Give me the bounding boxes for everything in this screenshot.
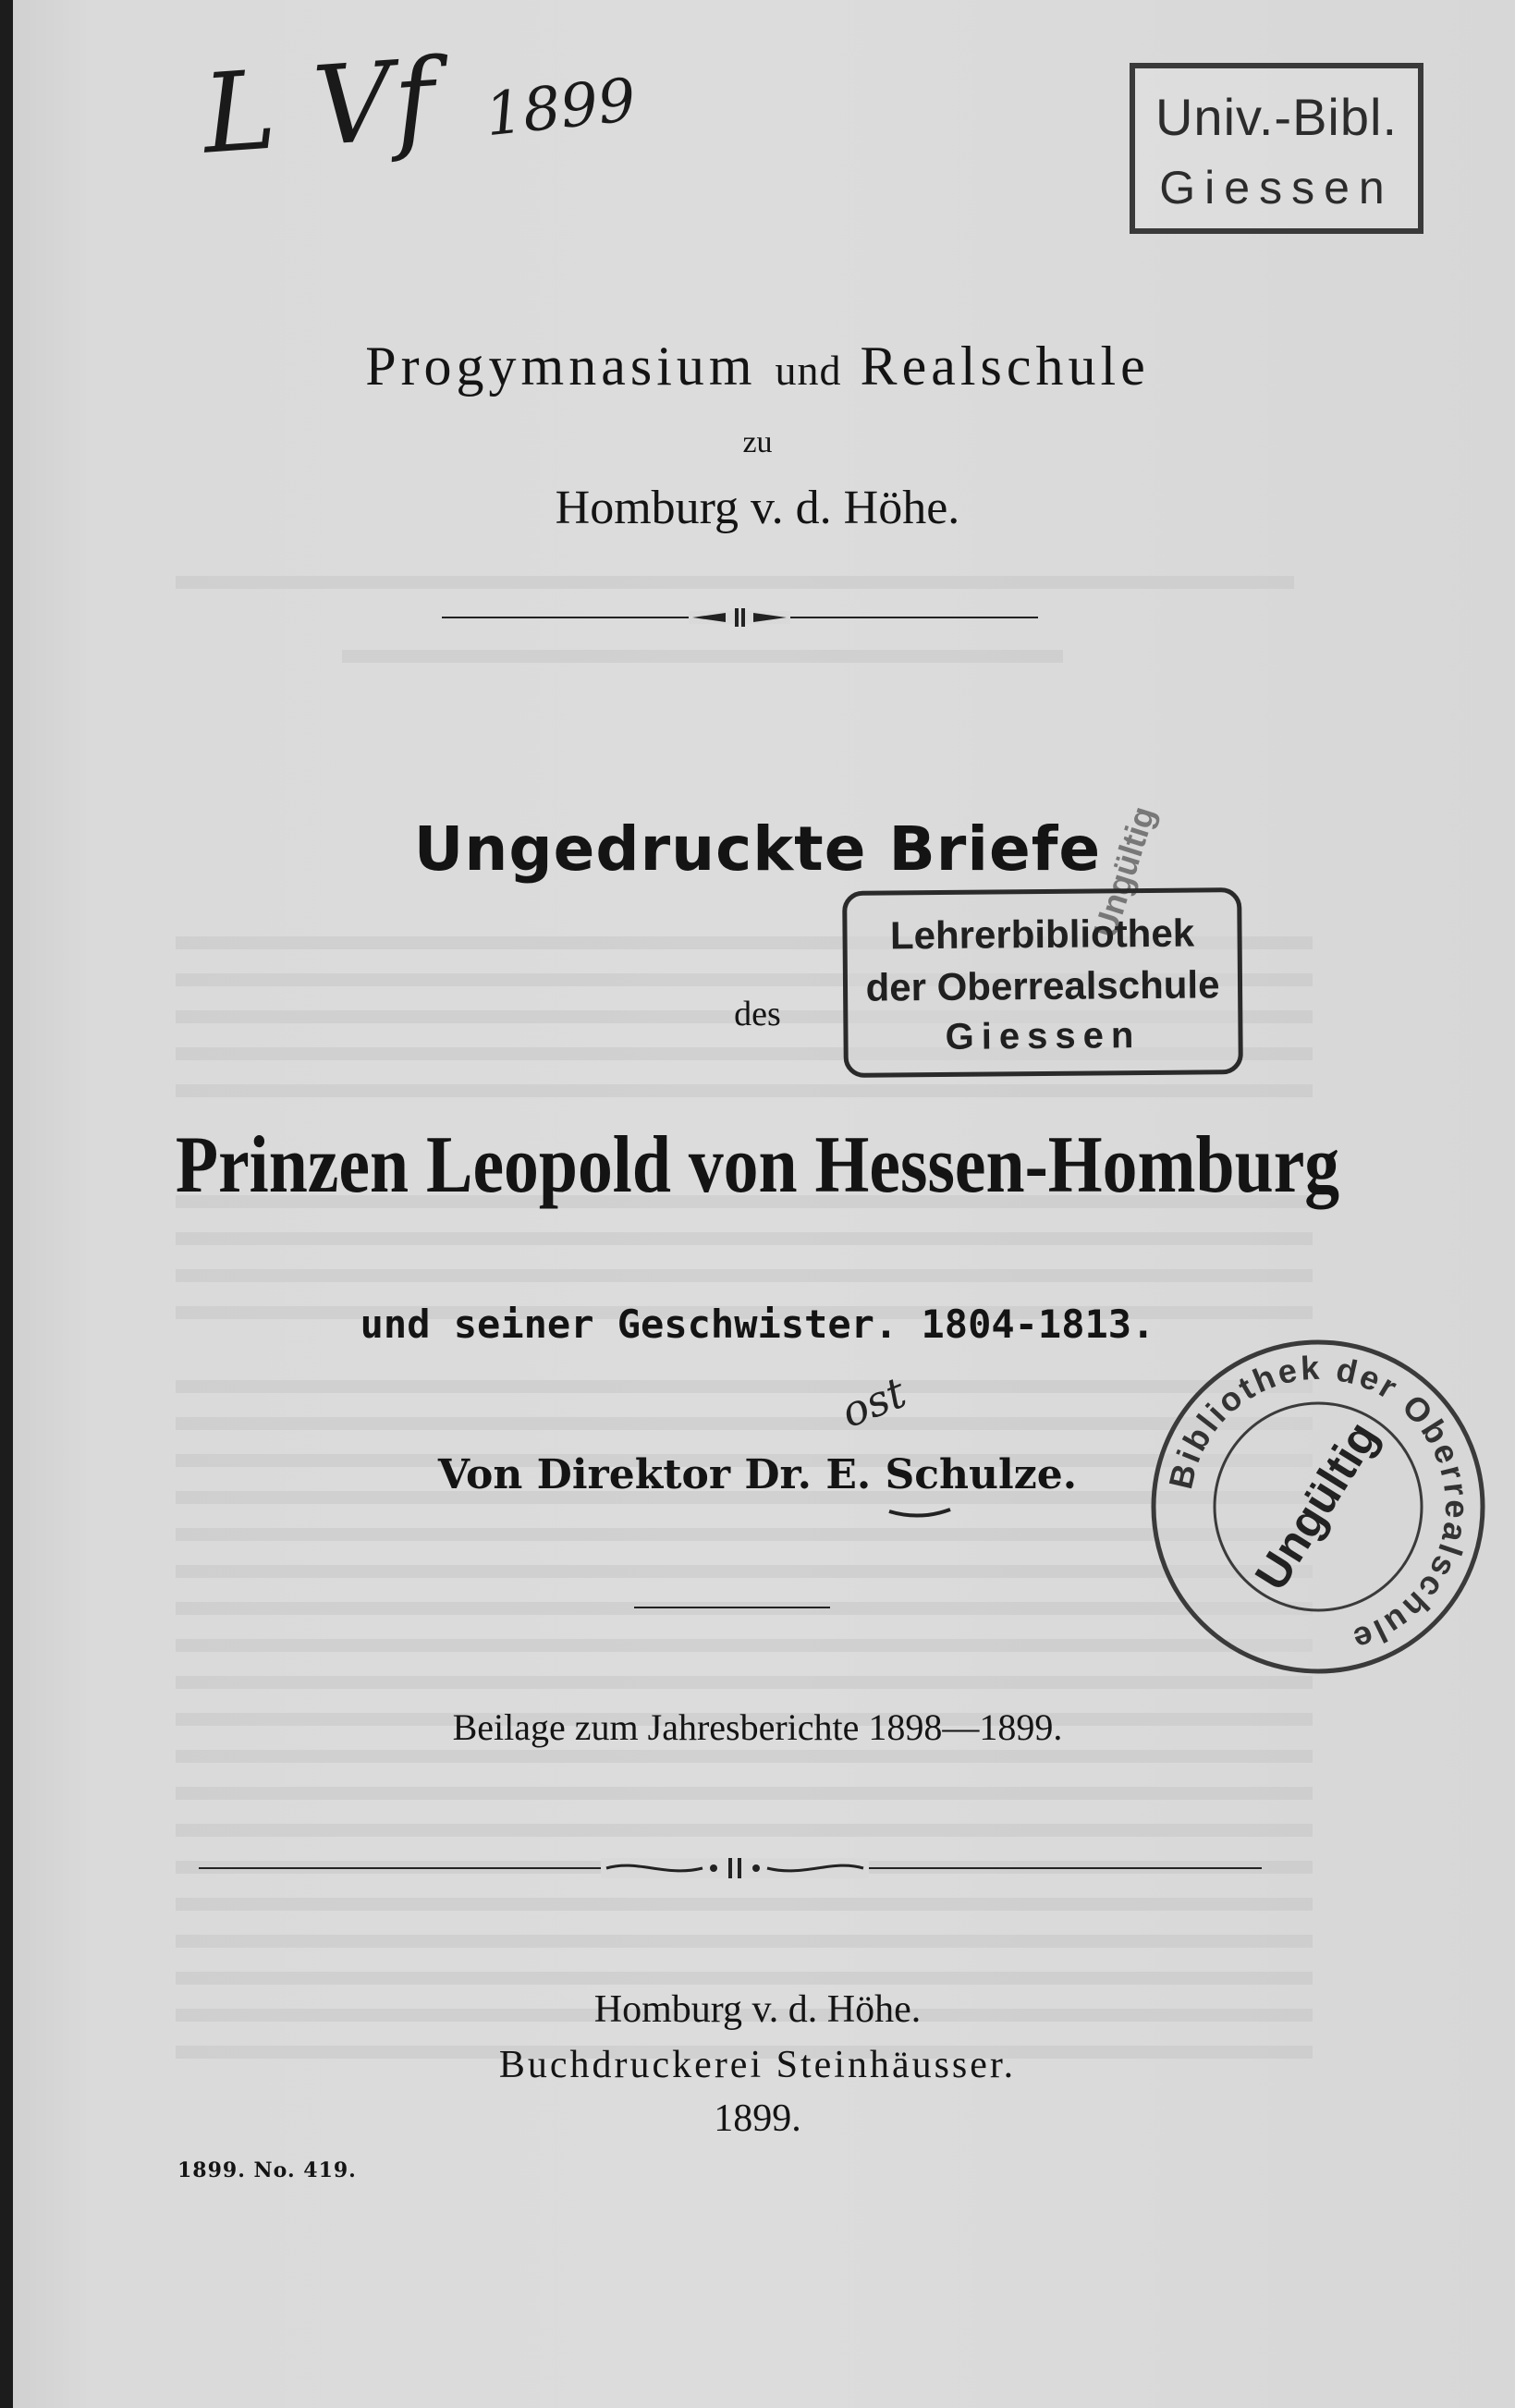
ornament-bottom: [601, 1854, 869, 1882]
catalog-number: 1899. No. 419.: [177, 2158, 357, 2182]
imprint-year: 1899.: [714, 2097, 801, 2140]
subtitle: und seiner Geschwister. 1804-1813.: [360, 1302, 1155, 1347]
imprint-place: Homburg v. d. Höhe.: [593, 1988, 922, 2031]
institution-connector: und: [775, 347, 842, 394]
institution-part2: Realschule: [860, 336, 1150, 397]
institution-part1: Progymnasium: [365, 336, 757, 397]
university-library-stamp: [1130, 63, 1423, 234]
handwritten-shelfmark: L Vf: [199, 34, 441, 178]
institution-preposition: zu: [742, 425, 773, 459]
author-handwritten-annotation: ost: [834, 1366, 913, 1438]
title-des: des: [734, 995, 781, 1033]
handwritten-shelfmark-year: 1899: [482, 66, 640, 151]
author-underline-mark: [887, 1502, 952, 1521]
supplement-line: Beilage zum Jahresberichte 1898—1899.: [452, 1706, 1063, 1748]
teacher-library-stamp: [842, 801, 1243, 1078]
teacher-stamp-overprint: Ungültig: [1085, 801, 1163, 942]
stamp-univ-line2: Giessen: [1159, 162, 1394, 214]
teacher-stamp-line2: der Oberrealschule: [865, 962, 1220, 1009]
round-stamp-center-text: Ungültig: [1244, 1412, 1388, 1599]
prince-title: Prinzen Leopold von Hessen-Homburg: [175, 1120, 1340, 1210]
institution-heading: [0, 335, 1515, 398]
author-line: Von Direktor Dr. E. Schulze.: [437, 1451, 1078, 1498]
round-stamp-ring-text: Bibliothek der Oberrealschule: [1161, 1348, 1477, 1660]
ornament-top: [689, 605, 790, 630]
teacher-stamp-line3: Giessen: [945, 1015, 1142, 1057]
stamp-univ-line1: Univ.-Bibl.: [1155, 88, 1398, 146]
imprint-printer: Buchdruckerei Steinhäusser.: [498, 2044, 1017, 2086]
short-rule: [634, 1607, 830, 1608]
institution-place: Homburg v. d. Höhe.: [555, 482, 960, 534]
teacher-stamp-line1: Lehrerbibliothek: [889, 911, 1195, 958]
round-library-stamp: [1142, 1331, 1494, 1682]
main-title: Ungedruckte Briefe: [413, 813, 1102, 885]
